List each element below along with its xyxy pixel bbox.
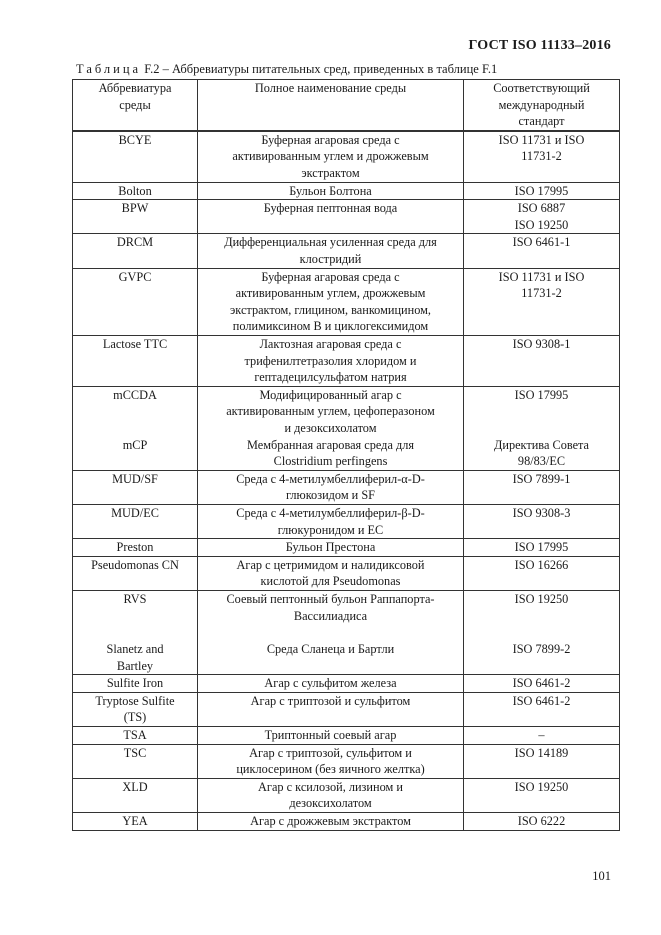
full-name-cell-text: Агар с ксилозой, лизином и дезоксихолатом	[258, 779, 403, 811]
abbreviation-cell-text: Pseudomonas CN	[91, 557, 179, 572]
abbreviation-cell	[73, 470, 198, 504]
full-name-cell-text: Агар с триптозой и сульфитом	[250, 693, 411, 708]
full-name-cell	[198, 692, 464, 726]
header-standard: Соответствующий международный стандарт	[464, 80, 620, 131]
standard-cell-text: ISO 11731 и ISO 11731-2	[498, 132, 585, 164]
standard-cell	[464, 470, 620, 504]
full-name-cell	[198, 200, 464, 234]
standard-cell-text: ISO 7899-1	[512, 471, 571, 486]
standard-cell-text: ISO 17995	[514, 540, 569, 555]
table-row	[73, 556, 620, 590]
standard-cell	[464, 131, 620, 182]
abbreviation-cell	[73, 505, 198, 539]
abbreviation-cell-text: MUD/SF	[112, 471, 158, 486]
full-name-cell-text: Лактозная агаровая среда с трифенилтетразолия хлоридом и гептадецилсульфатом натрия	[244, 336, 417, 385]
standard-cell-text: ISO 6222	[517, 813, 566, 828]
abbreviation-cell	[73, 131, 198, 182]
header-full-name: Полное наименование среды	[198, 80, 464, 131]
table-row	[73, 200, 620, 234]
full-name-cell	[198, 744, 464, 778]
standard-cell-text: ISO 6887 ISO 19250	[514, 201, 569, 232]
abbreviation-cell	[73, 812, 198, 830]
standard-cell	[464, 539, 620, 557]
full-name-cell-text: Триптонный соевый агар	[264, 728, 397, 742]
full-name-cell-text: Буферная пептонная вода	[263, 201, 398, 216]
standard-cell	[464, 386, 620, 470]
abbreviation-cell-text: GVPC	[118, 269, 152, 284]
table-row	[73, 268, 620, 335]
full-name-cell-text: Буферная агаровая среда с активированным углем и дрожжевым экстрактом	[232, 132, 429, 180]
standard-cell-text: ISO 11731 и ISO 11731-2	[498, 269, 585, 301]
abbreviation-cell	[73, 778, 198, 812]
standard-cell-text: ISO 6461-1	[512, 235, 571, 250]
abbreviation-cell	[73, 200, 198, 234]
standard-cell-entry: ISO 7899-2	[512, 642, 571, 657]
abbreviation-cell-text: YEA	[122, 813, 148, 828]
table-row	[73, 131, 620, 182]
full-name-cell	[198, 182, 464, 200]
abbreviation-cell-text: Sulfite Iron	[106, 676, 164, 691]
abbreviation-cell-text: DRCM	[116, 235, 154, 250]
page-number: 101	[592, 869, 611, 883]
standard-cell-text: ISO 6461-2	[512, 676, 571, 691]
table-row	[73, 386, 620, 470]
standard-cell-text: ISO 6461-2	[512, 693, 571, 708]
abbreviation-cell-text: MUD/EC	[111, 506, 159, 521]
standard-cell	[464, 182, 620, 200]
standard-cell-entry: ISO 19250	[514, 592, 569, 607]
table-row	[73, 812, 620, 830]
abbreviation-cell-entry: mCP	[122, 437, 148, 452]
abbreviation-cell	[73, 539, 198, 557]
table-row	[73, 591, 620, 675]
table-row	[73, 335, 620, 386]
full-name-cell-entry: Соевый пептонный бульон Раппапорта- Вассилиадиса	[226, 592, 435, 623]
abbreviation-cell-text: TSA	[123, 728, 147, 742]
abbreviation-cell-text: XLD	[122, 779, 148, 794]
abbreviation-cell	[73, 727, 198, 745]
standard-cell-text: ISO 16266	[514, 557, 569, 572]
full-name-cell	[198, 591, 464, 675]
abbreviation-cell-text: Preston	[116, 540, 154, 555]
abbreviation-cell	[73, 268, 198, 335]
full-name-cell-text: Агар с дрожжевым экстрактом	[250, 813, 411, 828]
standard-cell	[464, 744, 620, 778]
standard-cell-entry: Директива Совета 98/83/ЕС	[493, 437, 590, 469]
full-name-cell-text: Агар с триптозой, сульфитом и циклосерином (без яичного желтка)	[236, 745, 425, 777]
abbreviation-cell	[73, 386, 198, 470]
table-header-row	[73, 80, 620, 131]
full-name-cell	[198, 727, 464, 745]
table-body	[73, 131, 620, 830]
abbreviation-cell-text: Bolton	[118, 183, 152, 198]
abbreviation-cell-entry: mCCDA	[113, 387, 157, 402]
full-name-cell	[198, 812, 464, 830]
standard-cell	[464, 200, 620, 234]
full-name-cell-text: Бульон Престона	[285, 540, 376, 555]
full-name-cell	[198, 131, 464, 182]
standard-cell-text: ISO 9308-3	[512, 506, 571, 521]
standard-cell	[464, 335, 620, 386]
standard-cell	[464, 727, 620, 745]
abbreviation-cell	[73, 591, 198, 675]
full-name-cell-text: Агар с цетримидом и налидиксовой кислотой для Pseudomonas	[236, 557, 425, 589]
abbreviation-cell	[73, 675, 198, 693]
full-name-cell	[198, 675, 464, 693]
standard-cell	[464, 505, 620, 539]
standard-cell-text: ISO 9308-1	[512, 336, 571, 351]
full-name-cell	[198, 778, 464, 812]
abbreviation-cell-entry: Slanetz and Bartley	[106, 642, 164, 673]
full-name-cell	[198, 335, 464, 386]
standard-cell	[464, 234, 620, 268]
full-name-cell	[198, 556, 464, 590]
full-name-cell-text: Среда с 4-метилумбеллиферил-α-D- глюкозидом и SF	[236, 471, 425, 503]
full-name-cell	[198, 234, 464, 268]
table-caption-text: F.2 – Аббревиатуры питательных сред, приведенных в таблице F.1	[144, 62, 498, 76]
table-row	[73, 744, 620, 778]
table-row	[73, 470, 620, 504]
full-name-cell-text: Среда с 4-метилумбеллиферил-β-D- глюкуронидом и ЕС	[236, 506, 425, 537]
table-row	[73, 182, 620, 200]
full-name-cell	[198, 539, 464, 557]
table-row	[73, 778, 620, 812]
abbreviation-cell-text: BCYE	[118, 132, 152, 147]
abbreviation-cell-text: Tryptose Sulfite (TS)	[95, 693, 175, 725]
table-row	[73, 505, 620, 539]
full-name-cell	[198, 386, 464, 470]
abbreviation-cell-entry: RVS	[123, 592, 147, 607]
full-name-cell-text: Бульон Болтона	[289, 183, 372, 198]
full-name-cell-text: Буферная агаровая среда с активированным углем, дрожжевым экстрактом, глицином, ванкомицином, полимиксином B и циклогексимидом	[230, 269, 431, 334]
abbreviations-table	[72, 79, 620, 831]
full-name-cell-entry: Среда Сланеца и Бартли	[266, 642, 395, 657]
standard-cell-text: ISO 14189	[514, 745, 569, 760]
table-caption-prefix: Таблица	[76, 62, 142, 76]
standard-cell	[464, 556, 620, 590]
abbreviation-cell	[73, 182, 198, 200]
full-name-cell-entry: Мембранная агаровая среда для Clostridium perfingens	[246, 437, 415, 469]
full-name-cell	[198, 505, 464, 539]
standard-cell	[464, 268, 620, 335]
table-caption	[76, 62, 616, 77]
abbreviation-cell	[73, 556, 198, 590]
table-row	[73, 675, 620, 693]
full-name-cell-entry: Модифицированный агар с активированным углем, цефоперазоном и дезоксихолатом	[226, 387, 435, 435]
abbreviation-cell	[73, 744, 198, 778]
standard-cell	[464, 675, 620, 693]
standard-cell-text: ISO 19250	[514, 779, 569, 794]
header-abbreviation: Аббревиатура среды	[73, 80, 198, 131]
abbreviation-cell	[73, 692, 198, 726]
abbreviation-cell-text: Lactose TTC	[102, 336, 168, 351]
table-row	[73, 692, 620, 726]
full-name-cell	[198, 470, 464, 504]
standard-cell	[464, 812, 620, 830]
abbreviation-cell	[73, 234, 198, 268]
full-name-cell-text: Агар с сульфитом железа	[264, 676, 397, 691]
abbreviation-cell-text: BPW	[121, 201, 149, 216]
standard-cell	[464, 778, 620, 812]
standard-cell-entry: ISO 17995	[514, 387, 569, 402]
full-name-cell-text: Дифференциальная усиленная среда для клостридий	[224, 235, 437, 266]
abbreviation-cell-text: TSC	[123, 745, 147, 760]
full-name-cell	[198, 268, 464, 335]
abbreviation-cell	[73, 335, 198, 386]
table-row	[73, 539, 620, 557]
standard-cell	[464, 692, 620, 726]
standard-cell-text: ISO 17995	[514, 183, 569, 198]
standard-cell-text: –	[538, 728, 545, 742]
table-row	[73, 234, 620, 268]
table-row	[73, 727, 620, 745]
document-code: ГОСТ ISO 11133–2016	[468, 38, 611, 53]
standard-cell	[464, 591, 620, 675]
